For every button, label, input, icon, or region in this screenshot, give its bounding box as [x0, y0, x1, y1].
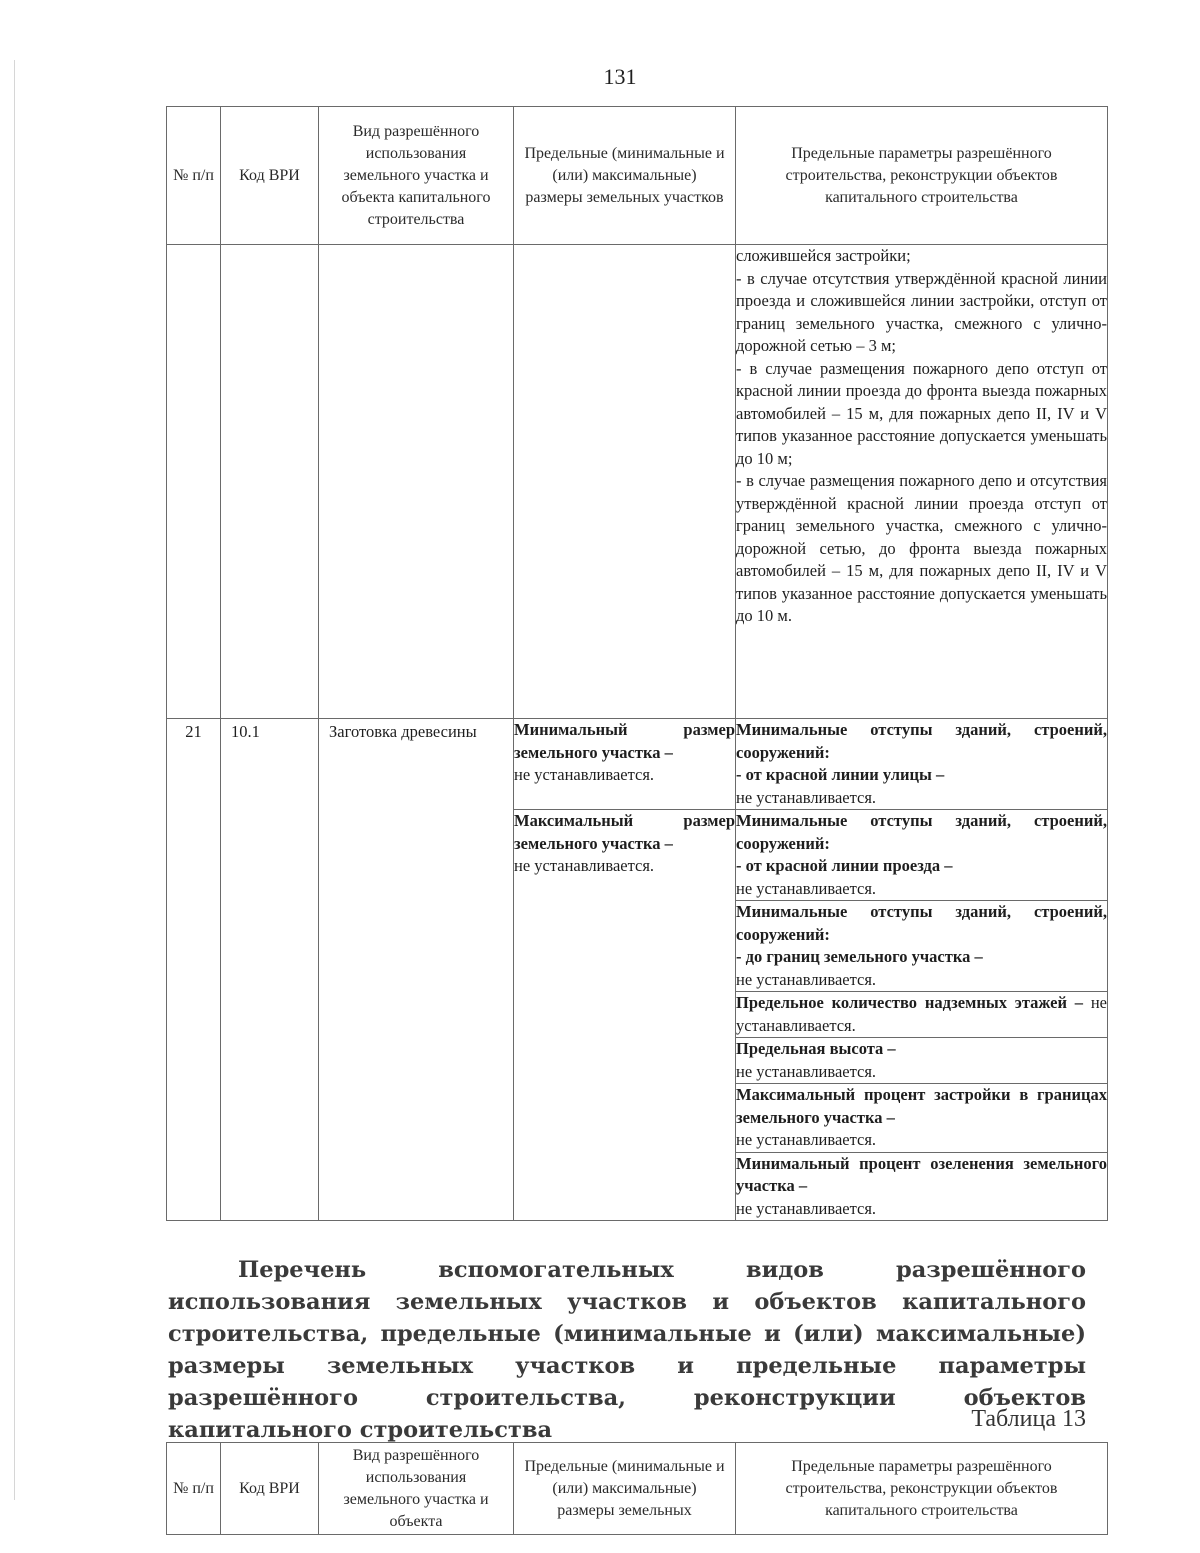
param-cell [736, 810, 1108, 901]
section-heading: Перечень вспомогательных видов разрешённого использования земельных участков и объектов капитального строительства, предельные (минимальные и (или) максимальные) размеры земельных участков и предельные параметры разрешённого строительства, реконструкции объектов капитального строительства [168, 1257, 1086, 1443]
param-text: - от красной линии проезда – [736, 856, 953, 875]
cell-empty-kind [319, 245, 514, 719]
row-name: Заготовка древесины [319, 719, 514, 1221]
cell-continuation-params [736, 245, 1108, 719]
param-title: Максимальный процент застройки в границах земельного участка – [736, 1085, 1107, 1127]
header-code: Код ВРИ [221, 1443, 319, 1535]
param-title: Минимальные отступы зданий, строений, сооружений: [736, 811, 1107, 853]
header-sizes: Предельные (минимальные и (или) максимальные) размеры земельных участков [514, 107, 736, 245]
param-value: не устанавливается. [736, 787, 877, 807]
continuation-paragraph: сложившейся застройки; [736, 246, 911, 265]
cell-empty-sizes [514, 245, 736, 719]
page-number: 131 [603, 64, 637, 89]
table-label: Таблица 13 [971, 1406, 1086, 1432]
header-code: Код ВРИ [221, 107, 319, 245]
param-text: - до границ земельного участка – [736, 947, 983, 966]
param-cell [736, 901, 1108, 992]
table-row-21 [167, 719, 1108, 810]
param-title: Минимальный процент озеленения земельного участка – [736, 1153, 1107, 1195]
header-sizes: Предельные (минимальные и (или) максимальные) размеры земельных [514, 1443, 736, 1535]
continuation-paragraph: - в случае размещения пожарного депо отступ от красной линии проезда до фронта выезда пожарных автомобилей – 15 м, для пожарных депо II, IV и V типов указанное расстояние допускается уменьшать до 10 м; [736, 358, 1107, 468]
table-header-row [167, 107, 1108, 245]
param-text: - от красной линии улицы – [736, 765, 945, 784]
cell-empty-code [221, 245, 319, 719]
param-cell [736, 1152, 1108, 1221]
header-params: Предельные параметры разрешённого строительства, реконструкции объектов капитального строительства [736, 107, 1108, 245]
header-params: Предельные параметры разрешённого строительства, реконструкции объектов капитального строительства [736, 1443, 1108, 1535]
param-cell [736, 992, 1108, 1038]
max-size-title: Максимальный размер земельного участка – [514, 811, 735, 853]
param-value: не устанавливается. [736, 993, 1107, 1035]
scan-margin-line [14, 60, 15, 1500]
header-kind: Вид разрешённого использования земельного участка и объекта капитального строительства [319, 107, 514, 245]
continuation-paragraph: - в случае отсутствия утверждённой красной линии проезда и сложившейся линии застройки, отступ от границ земельного участка, смежного с улично-дорожной сетью – 3 м; [736, 268, 1107, 355]
param-value: не устанавливается. [736, 1198, 877, 1218]
param-value: не устанавливается. [736, 969, 877, 989]
main-table [166, 106, 1108, 1221]
row-number: 21 [167, 719, 221, 1221]
max-size-value: не устанавливается. [514, 856, 655, 875]
second-table-header-row [167, 1443, 1108, 1535]
param-title: Предельное количество надземных этажей – [736, 993, 1084, 1012]
min-size-cell [514, 719, 736, 810]
param-cell [736, 719, 1108, 810]
continuation-paragraph: - в случае размещения пожарного депо и отсутствия утверждённой красной линии проезда отступ от границ земельного участка, смежного с улично-дорожной сетью, до фронта выезда пожарных автомобилей – 15 м, для пожарных депо II, IV и V типов указанное расстояние допускается уменьшать до 10 м. [736, 471, 1107, 625]
min-size-value: не устанавливается. [514, 765, 655, 784]
header-num: № п/п [167, 1443, 221, 1535]
cell-empty-num [167, 245, 221, 719]
param-value: не устанавливается. [736, 878, 877, 898]
min-size-title: Минимальный размер земельного участка – [514, 720, 735, 762]
max-size-cell [514, 810, 736, 1221]
second-table [166, 1442, 1108, 1535]
param-cell [736, 1038, 1108, 1084]
header-kind: Вид разрешённого использования земельного участка и объекта [319, 1443, 514, 1535]
param-title: Минимальные отступы зданий, строений, сооружений: [736, 720, 1107, 762]
header-num: № п/п [167, 107, 221, 245]
table-row-continuation [167, 245, 1108, 719]
param-title: Минимальные отступы зданий, строений, сооружений: [736, 902, 1107, 944]
param-value: не устанавливается. [736, 1130, 877, 1149]
param-title: Предельная высота – [736, 1039, 896, 1058]
param-value: не устанавливается. [736, 1061, 877, 1081]
param-cell [736, 1084, 1108, 1153]
row-code: 10.1 [221, 719, 319, 1221]
